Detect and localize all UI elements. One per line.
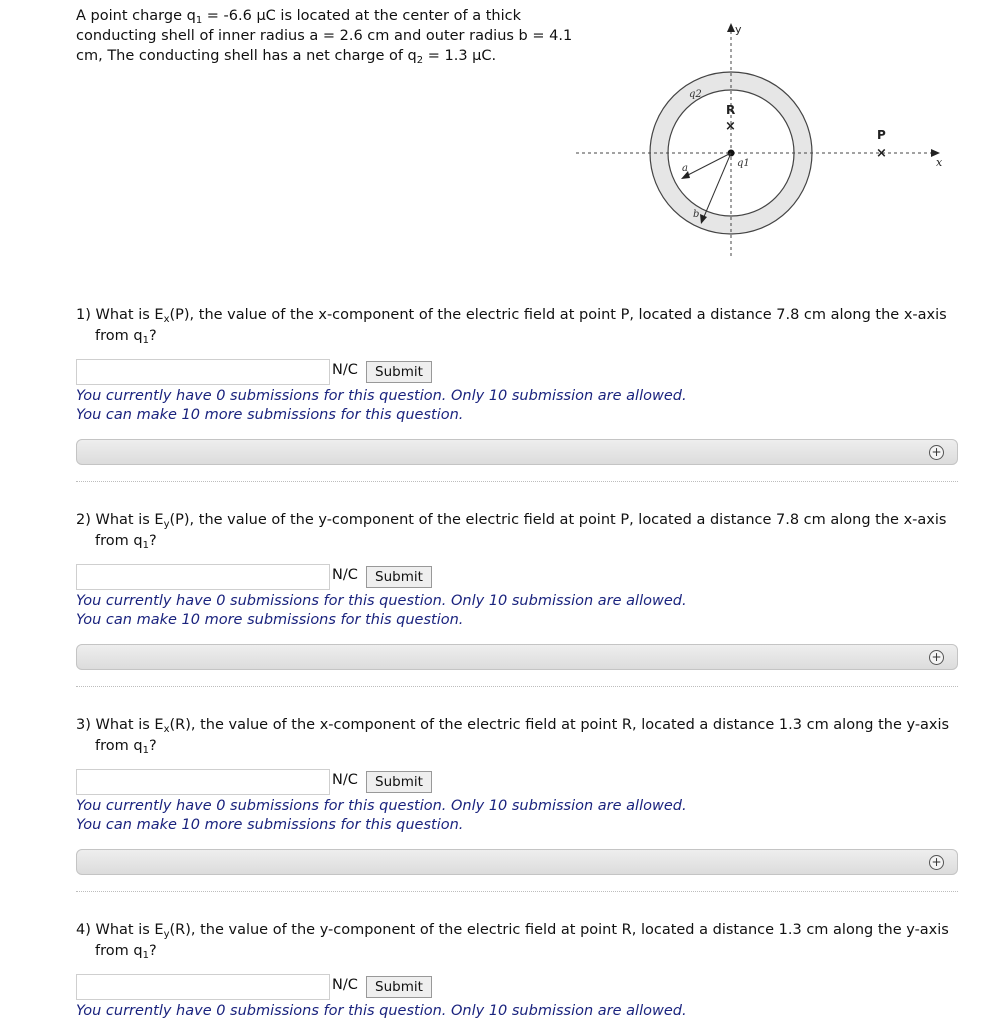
answer-input[interactable] <box>76 564 330 590</box>
expand-plus-icon[interactable]: + <box>929 855 944 870</box>
answer-input[interactable] <box>76 769 330 795</box>
expand-plus-icon[interactable]: + <box>929 445 944 460</box>
answer-row <box>76 974 966 1000</box>
question-2-text: 2) What is $E_y(P)$, the value of the y-component of the electric field at point P, located a distance 7.8 cm along the x-axis from $q_1$? <box>76 512 947 551</box>
question-4-text: 4) What is $E_y(R)$, the value of the y-component of the electric field at point R, located a distance 1.3 cm along the y-axis from $q_1$? <box>76 922 949 961</box>
hint-bar[interactable] <box>76 644 958 670</box>
submission-status: You currently have 0 submissions for this question. Only 10 submission are allowed. <box>76 593 687 609</box>
x-axis-label: x <box>936 156 943 169</box>
submit-button[interactable]: Submit <box>366 566 432 588</box>
question-2 <box>76 510 966 687</box>
point-r-label: R <box>726 103 736 117</box>
remaining-submissions: You can make 10 more submissions for this question. <box>76 817 464 833</box>
submit-button[interactable]: Submit <box>366 361 432 383</box>
expand-plus-icon[interactable]: + <box>929 650 944 665</box>
hint-bar[interactable] <box>76 849 958 875</box>
question-3-text: 3) What is $E_x(R)$, the value of the x-component of the electric field at point R, located a distance 1.3 cm along the y-axis from $q_1$? <box>76 717 950 756</box>
answer-row <box>76 769 966 795</box>
divider <box>76 481 958 482</box>
divider <box>76 891 958 892</box>
submit-button[interactable]: Submit <box>366 771 432 793</box>
remaining-submissions: You can make 10 more submissions for this question. <box>76 407 464 423</box>
units-label: N/C <box>332 567 358 583</box>
question-4 <box>76 920 966 1021</box>
radius-a-label: a <box>682 163 688 174</box>
point-p-label: P <box>877 128 886 142</box>
units-label: N/C <box>332 772 358 788</box>
point-r-marker: × <box>725 119 736 134</box>
answer-input[interactable] <box>76 359 330 385</box>
submit-button[interactable]: Submit <box>366 976 432 998</box>
q2-label: q2 <box>689 89 702 100</box>
point-p-marker: × <box>876 146 887 161</box>
radius-b-label: b <box>693 209 700 220</box>
q1-label: q1 <box>737 158 750 169</box>
units-label: N/C <box>332 977 358 993</box>
submission-status: You currently have 0 submissions for this question. Only 10 submission are allowed. <box>76 1003 687 1019</box>
problem-statement: A point charge $q_1 = -6.6$ μC is located at the center of a thick conducting shell of inner radius a = 2.6 cm and outer radius b = 4.1 cm, The conducting shell has a net charge of $q_2 = 1.3$ μC. <box>76 8 573 66</box>
answer-row <box>76 359 966 385</box>
answer-row <box>76 564 966 590</box>
answer-input[interactable] <box>76 974 330 1000</box>
question-1-text: 1) What is $E_x(P)$, the value of the x-component of the electric field at point P, located a distance 7.8 cm along the x-axis from $q_1$? <box>76 307 947 346</box>
y-axis-arrow <box>727 23 735 32</box>
divider <box>76 686 958 687</box>
question-3 <box>76 715 966 892</box>
y-axis-label: y <box>735 23 742 36</box>
submission-status: You currently have 0 submissions for this question. Only 10 submission are allowed. <box>76 388 687 404</box>
hint-bar[interactable] <box>76 439 958 465</box>
question-1 <box>76 305 966 482</box>
remaining-submissions: You can make 10 more submissions for this question. <box>76 612 464 628</box>
units-label: N/C <box>332 362 358 378</box>
submission-status: You currently have 0 submissions for this question. Only 10 submission are allowed. <box>76 798 687 814</box>
charge-shell-diagram <box>572 14 947 260</box>
